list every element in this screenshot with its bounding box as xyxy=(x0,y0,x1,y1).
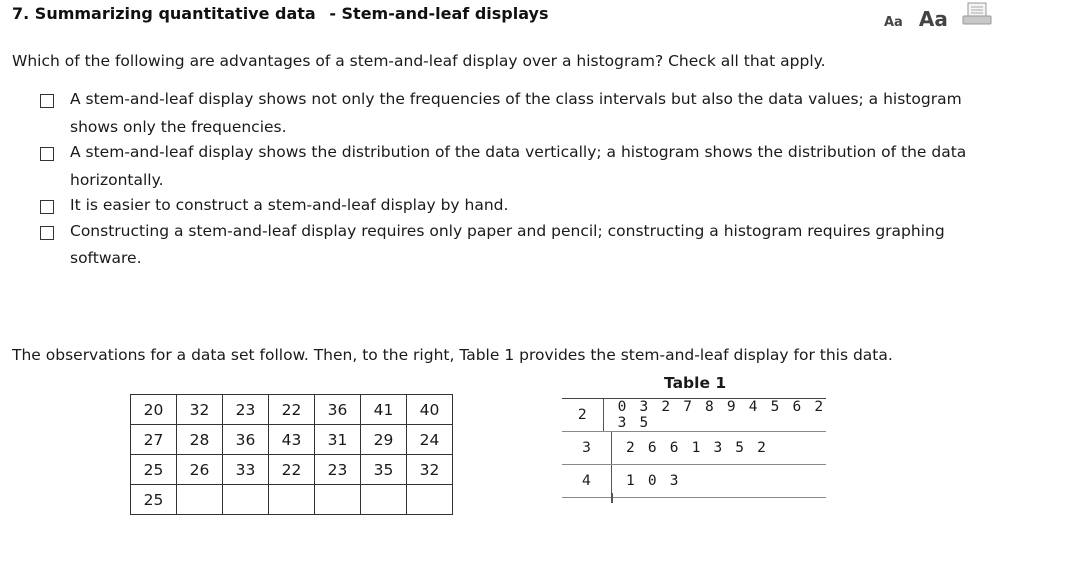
stem-row xyxy=(562,465,826,498)
table-cell: 23 xyxy=(315,455,361,485)
option-3-checkbox[interactable] xyxy=(40,200,54,214)
observations-intro: The observations for a data set follow. Then, to the right, Table 1 provides the stem-and-leaf display for this data. xyxy=(12,346,893,364)
table-cell: 33 xyxy=(223,455,269,485)
option-2-label: A stem-and-leaf display shows the distribution of the data vertically; a histogram shows the distribution of the data horizontally. xyxy=(70,143,967,189)
question-number: 7. xyxy=(12,4,30,23)
option-1-label: A stem-and-leaf display shows not only the frequencies of the class intervals but also the data values; a histogram shows only the frequencies. xyxy=(70,90,962,136)
table-cell: 32 xyxy=(177,395,223,425)
question-prompt: Which of the following are advantages of a stem-and-leaf display over a histogram? Check all that apply. xyxy=(12,52,826,70)
leaf-values: 0 3 2 7 8 9 4 5 6 2 3 5 xyxy=(617,399,826,431)
print-icon[interactable] xyxy=(962,2,992,30)
question-topic: Summarizing quantitative data xyxy=(34,4,316,23)
table-cell: 31 xyxy=(315,425,361,455)
option-3[interactable] xyxy=(40,198,1040,220)
toolbar xyxy=(884,2,992,30)
option-4-label: Constructing a stem-and-leaf display requires only paper and pencil; constructing a histogram requires graphing software. xyxy=(70,221,945,267)
table-cell: 40 xyxy=(407,395,453,425)
table-cell xyxy=(177,485,223,515)
table1-title: Table 1 xyxy=(664,374,727,392)
option-4[interactable] xyxy=(40,221,1040,273)
table-cell: 27 xyxy=(131,425,177,455)
option-3-label: It is easier to construct a stem-and-leaf display by hand. xyxy=(70,196,509,214)
title-separator: - xyxy=(329,4,336,23)
table-cell: 26 xyxy=(177,455,223,485)
stem-value: 2 xyxy=(562,399,604,431)
table-cell xyxy=(361,485,407,515)
leaf-values: 1 0 3 xyxy=(626,473,681,489)
table-cell: 22 xyxy=(269,455,315,485)
table-cell: 35 xyxy=(361,455,407,485)
option-4-checkbox[interactable] xyxy=(40,226,54,240)
table-cell xyxy=(407,485,453,515)
table-cell: 25 xyxy=(131,485,177,515)
table-row xyxy=(131,485,453,515)
font-increase-button[interactable]: Aa xyxy=(918,7,948,31)
question-subtopic: Stem-and-leaf displays xyxy=(341,4,549,23)
stem-row xyxy=(562,398,826,432)
table-cell: 23 xyxy=(223,395,269,425)
table-cell: 24 xyxy=(407,425,453,455)
table-cell: 29 xyxy=(361,425,407,455)
option-1-checkbox[interactable] xyxy=(40,94,54,108)
table-cell: 28 xyxy=(177,425,223,455)
stem-leaf-table xyxy=(562,398,826,498)
table-cell xyxy=(315,485,361,515)
option-1[interactable] xyxy=(40,92,1040,141)
stem-value: 4 xyxy=(562,465,612,497)
table-row xyxy=(131,425,453,455)
leaf-values: 2 6 6 1 3 5 2 xyxy=(626,440,769,456)
table-cell: 36 xyxy=(315,395,361,425)
table-cell: 41 xyxy=(361,395,407,425)
stem-row xyxy=(562,432,826,465)
table-cell: 43 xyxy=(269,425,315,455)
option-2[interactable] xyxy=(40,145,1040,194)
stem-divider-stub xyxy=(611,493,613,503)
table-row xyxy=(131,395,453,425)
table-cell: 25 xyxy=(131,455,177,485)
table-cell: 32 xyxy=(407,455,453,485)
stem-value: 3 xyxy=(562,432,612,464)
table-cell xyxy=(269,485,315,515)
table-cell: 22 xyxy=(269,395,315,425)
table-cell: 20 xyxy=(131,395,177,425)
table-cell: 36 xyxy=(223,425,269,455)
table-cell xyxy=(223,485,269,515)
table-row xyxy=(131,455,453,485)
answer-options xyxy=(40,92,1040,277)
question-title xyxy=(12,4,548,23)
font-decrease-button[interactable]: Aa xyxy=(884,15,903,30)
option-2-checkbox[interactable] xyxy=(40,147,54,161)
observations-table xyxy=(130,394,453,515)
